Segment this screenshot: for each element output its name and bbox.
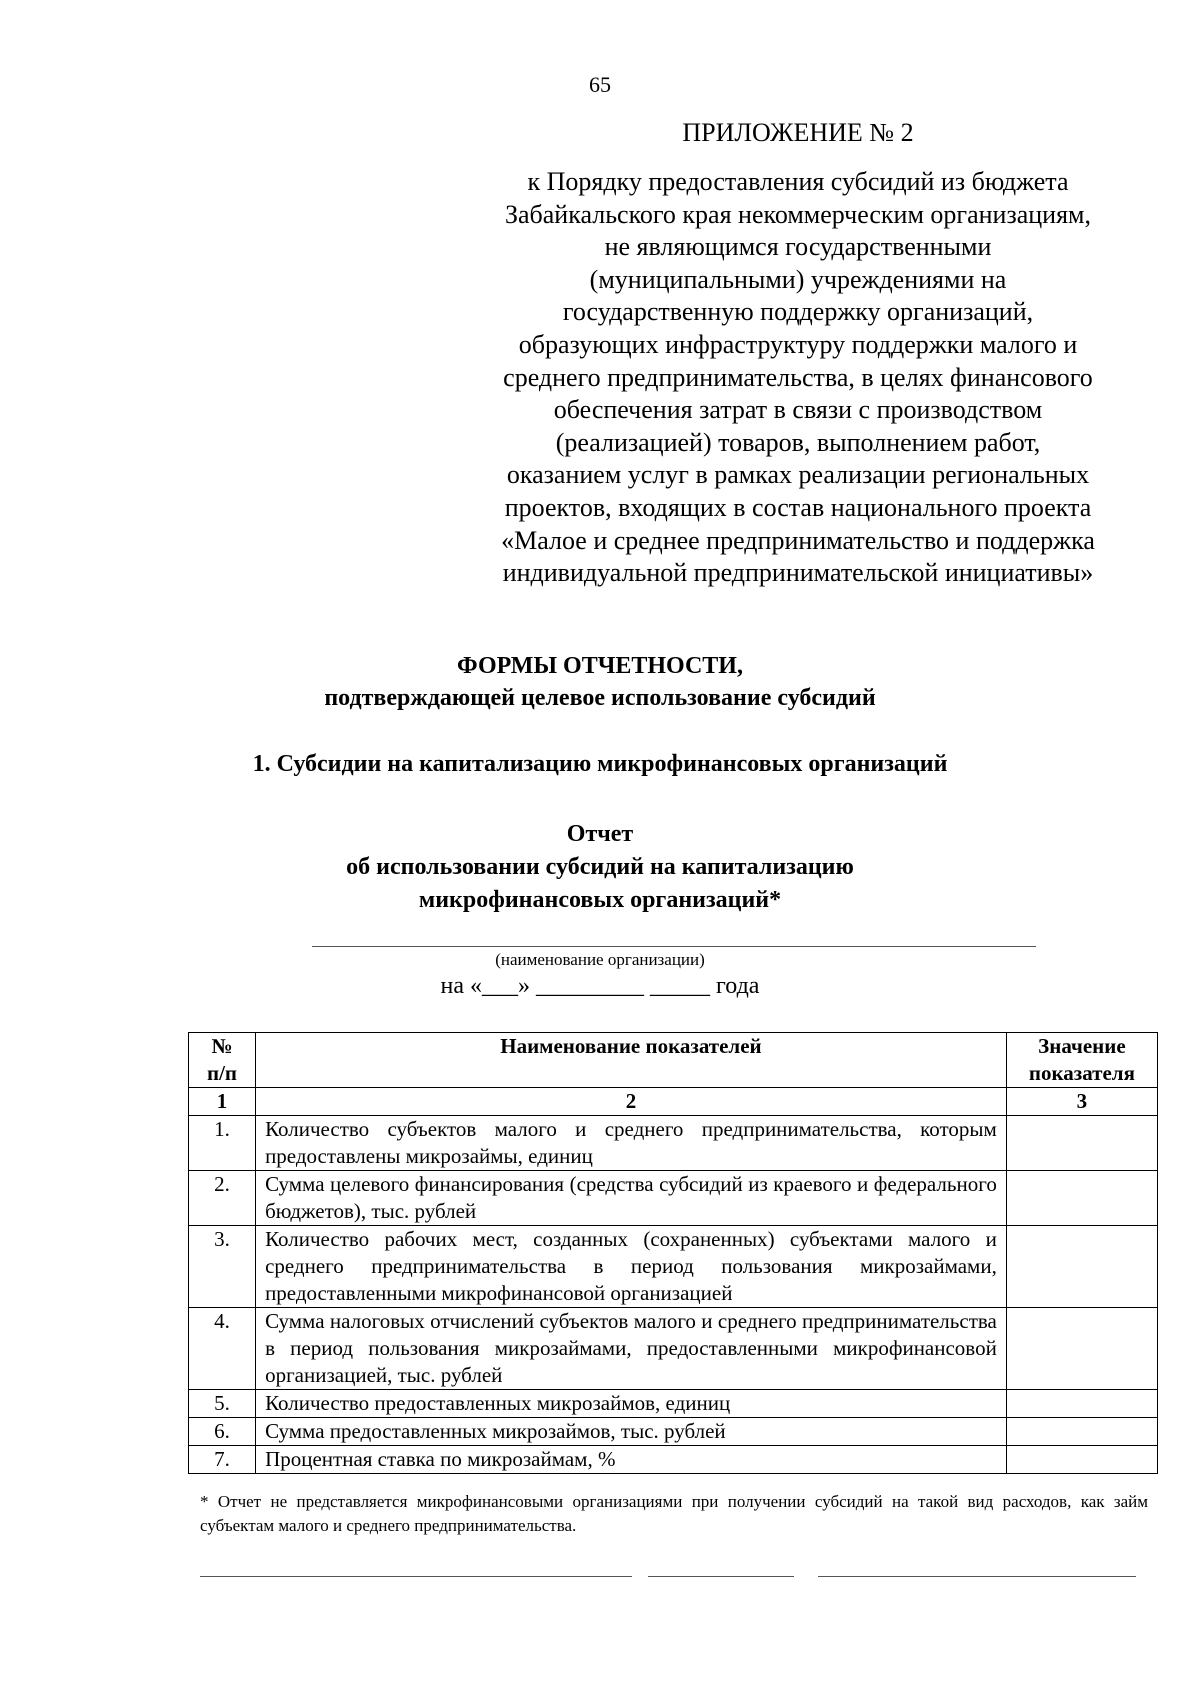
appendix-desc-line: оказанием услуг в рамках реализации региональных (506, 460, 1090, 490)
appendix-desc-line: к Порядку предоставления субсидий из бюджета (527, 167, 1069, 196)
table-row (189, 1226, 1158, 1308)
table-row (189, 1390, 1158, 1418)
report-title-line: микрофинансовых организаций* (418, 887, 782, 913)
row-number: 4. (189, 1308, 256, 1390)
table-row (189, 1446, 1158, 1474)
row-indicator-name: Сумма предоставленных микрозаймов, тыс. рублей (256, 1418, 1007, 1446)
table-index-row (189, 1088, 1158, 1116)
row-number: 5. (189, 1390, 256, 1418)
report-table (188, 1032, 1158, 1474)
index-cell: 3 (1006, 1088, 1157, 1116)
organization-caption: (наименование организации) (495, 950, 705, 969)
header-number-line: п/п (207, 1061, 238, 1085)
appendix-desc-line: (муниципальными) учреждениями на (589, 264, 1007, 294)
row-value-cell[interactable] (1006, 1390, 1157, 1418)
forms-subtitle-line: подтверждающей целевое использование субсидий (324, 685, 876, 711)
row-indicator-name: Сумма налоговых отчислений субъектов малого и среднего предпринимательства в период пользования микрозаймами, предоставленными микрофинансовой организацией, тыс. рублей (256, 1308, 1007, 1390)
appendix-description (488, 166, 1108, 590)
row-indicator-name: Количество предоставленных микрозаймов, единиц (256, 1390, 1007, 1418)
appendix-desc-line: Забайкальского края некоммерческим организациям, (504, 199, 1092, 229)
report-title-line: Отчет (566, 821, 634, 847)
appendix-desc-line: обеспечения затрат в связи с производством (553, 395, 1043, 425)
row-value-cell[interactable] (1006, 1418, 1157, 1446)
appendix-desc-line: государственную поддержку организаций, (562, 297, 1034, 327)
page-number: 65 (589, 72, 611, 97)
appendix-desc-line: проектов, входящих в состав национального проекта (504, 492, 1092, 522)
header-number-line: № (211, 1034, 233, 1058)
row-value-cell[interactable] (1006, 1171, 1157, 1226)
row-indicator-name: Количество субъектов малого и среднего предпринимательства, которым предоставлены микрозаймы, единиц (256, 1116, 1007, 1171)
row-number: 2. (189, 1171, 256, 1226)
table-row (189, 1116, 1158, 1171)
row-number: 3. (189, 1226, 256, 1308)
header-number (189, 1033, 256, 1088)
section-title: 1. Субсидии на капитализацию микрофинансовых организаций (252, 751, 948, 777)
table-row (189, 1418, 1158, 1446)
appendix-title: ПРИЛОЖЕНИЕ № 2 (682, 118, 914, 147)
header-value-line: показателя (1028, 1061, 1135, 1085)
row-value-cell[interactable] (1006, 1308, 1157, 1390)
index-cell: 2 (256, 1088, 1007, 1116)
report-title-line: об использовании субсидий на капитализацию (346, 854, 854, 880)
header-value-line: Значение (1038, 1034, 1126, 1058)
report-date-line: на «___» _________ _____ года (440, 973, 760, 999)
forms-title (0, 650, 1200, 714)
table-row (189, 1171, 1158, 1226)
row-number: 6. (189, 1418, 256, 1446)
row-value-cell[interactable] (1006, 1116, 1157, 1171)
appendix-desc-line: образующих инфраструктуру поддержки малого и (518, 329, 1078, 359)
row-indicator-name: Количество рабочих мест, созданных (сохраненных) субъектами малого и среднего предпринимательства в период пользования микрозаймами, предоставленными микрофинансовой организацией (256, 1226, 1007, 1308)
footnote: * Отчет не представляется микрофинансовыми организациями при получении субсидий на такой вид расходов, как займ субъектам малого и среднего предпринимательства. (200, 1492, 1148, 1535)
organization-name-line (312, 946, 1036, 947)
row-value-cell[interactable] (1006, 1446, 1157, 1474)
appendix-desc-line: не являющимся государственными (604, 232, 992, 262)
row-indicator-name: Процентная ставка по микрозаймам, % (256, 1446, 1007, 1474)
row-number: 1. (189, 1116, 256, 1171)
report-title (0, 818, 1200, 917)
header-name (256, 1033, 1007, 1088)
row-value-cell[interactable] (1006, 1226, 1157, 1308)
signature-line-position (200, 1576, 632, 1577)
table-header-row (189, 1033, 1158, 1088)
table-row (189, 1308, 1158, 1390)
appendix-desc-line: (реализацией) товаров, выполнением работ, (555, 427, 1041, 457)
appendix-desc-line: «Малое и среднее предпринимательство и поддержка (501, 525, 1095, 555)
header-value (1006, 1033, 1157, 1088)
index-cell: 1 (189, 1088, 256, 1116)
header-name-text: Наименование показателей (500, 1034, 762, 1058)
signature-line-name (818, 1576, 1136, 1577)
appendix-desc-line: среднего предпринимательства, в целях финансового (503, 362, 1093, 392)
appendix-desc-line: индивидуальной предпринимательской инициативы» (502, 558, 1094, 588)
row-number: 7. (189, 1446, 256, 1474)
signature-line-signature (648, 1576, 794, 1577)
forms-title-line: ФОРМЫ ОТЧЕТНОСТИ, (457, 653, 743, 679)
row-indicator-name: Сумма целевого финансирования (средства субсидий из краевого и федерального бюджетов), тыс. рублей (256, 1171, 1007, 1226)
